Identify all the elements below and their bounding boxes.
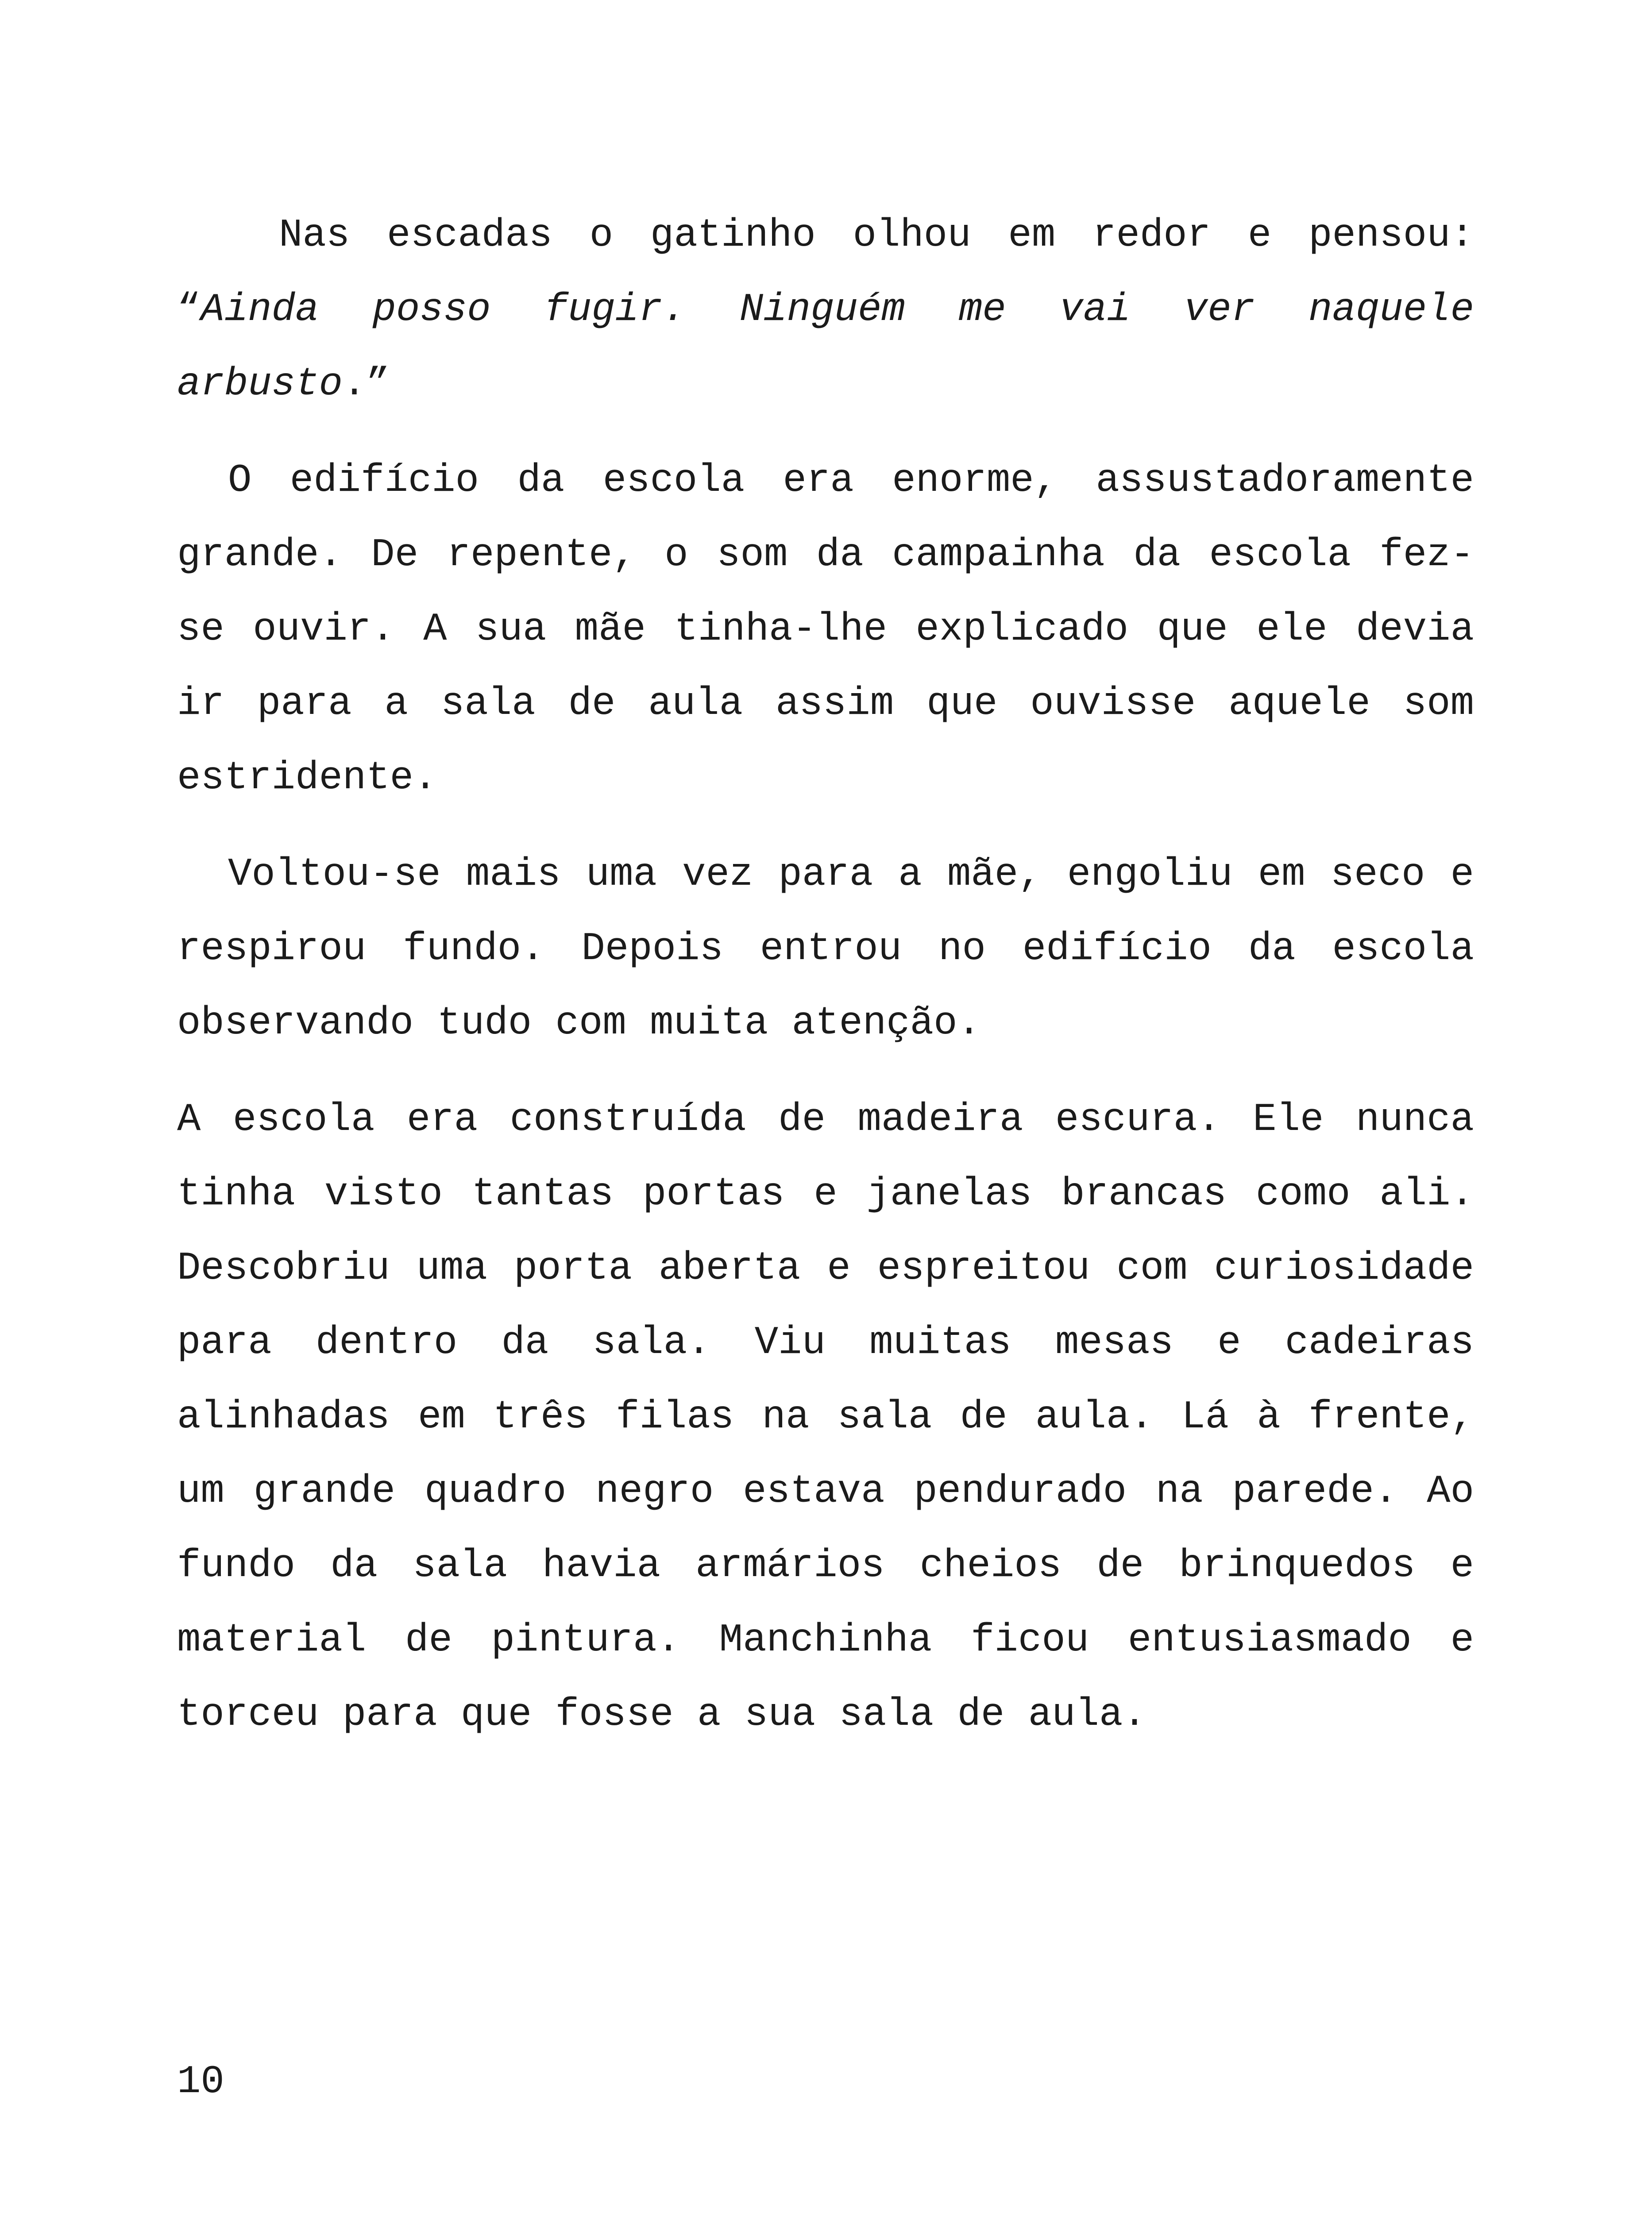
paragraph-1 (177, 198, 1474, 421)
paragraph-2: O edifício da escola era enorme, assustadoramente grande. De repente, o som da campainha da escola fez-se ouvir. A sua mãe tinha-lhe explicado que ele devia ir para a sala de aula assim que ouvisse aquele som estridente. (177, 458, 1474, 800)
paragraph-1-thought: Ainda posso fugir. Ninguém me vai ver naquele arbusto (177, 287, 1474, 406)
page-number: 10 (177, 2059, 224, 2104)
paragraph-4: A escola era construída de madeira escura. Ele nunca tinha visto tantas portas e janelas brancas como ali. Descobriu uma porta aberta e espreitou com curiosidade para dentro da sala. Viu muitas mesas e cadeiras alinhadas em três filas na sala de aula. Lá à frente, um grande quadro negro estava pendurado na parede. Ao fundo da sala havia armários cheios de brinquedos e material de pintura. Manchinha ficou entusiasmado e torceu para que fosse a sua sala de aula. (177, 1097, 1474, 1737)
paragraph-3: Voltou-se mais uma vez para a mãe, engoliu em seco e respirou fundo. Depois entrou no edifício da escola observando tudo com muita atenção. (177, 852, 1474, 1045)
body-text (177, 198, 1474, 1774)
paragraph-1-closing: .” (342, 362, 390, 406)
paragraph-1-intro: Nas escadas o gatinho olhou em redor e pensou: “ (177, 213, 1474, 332)
